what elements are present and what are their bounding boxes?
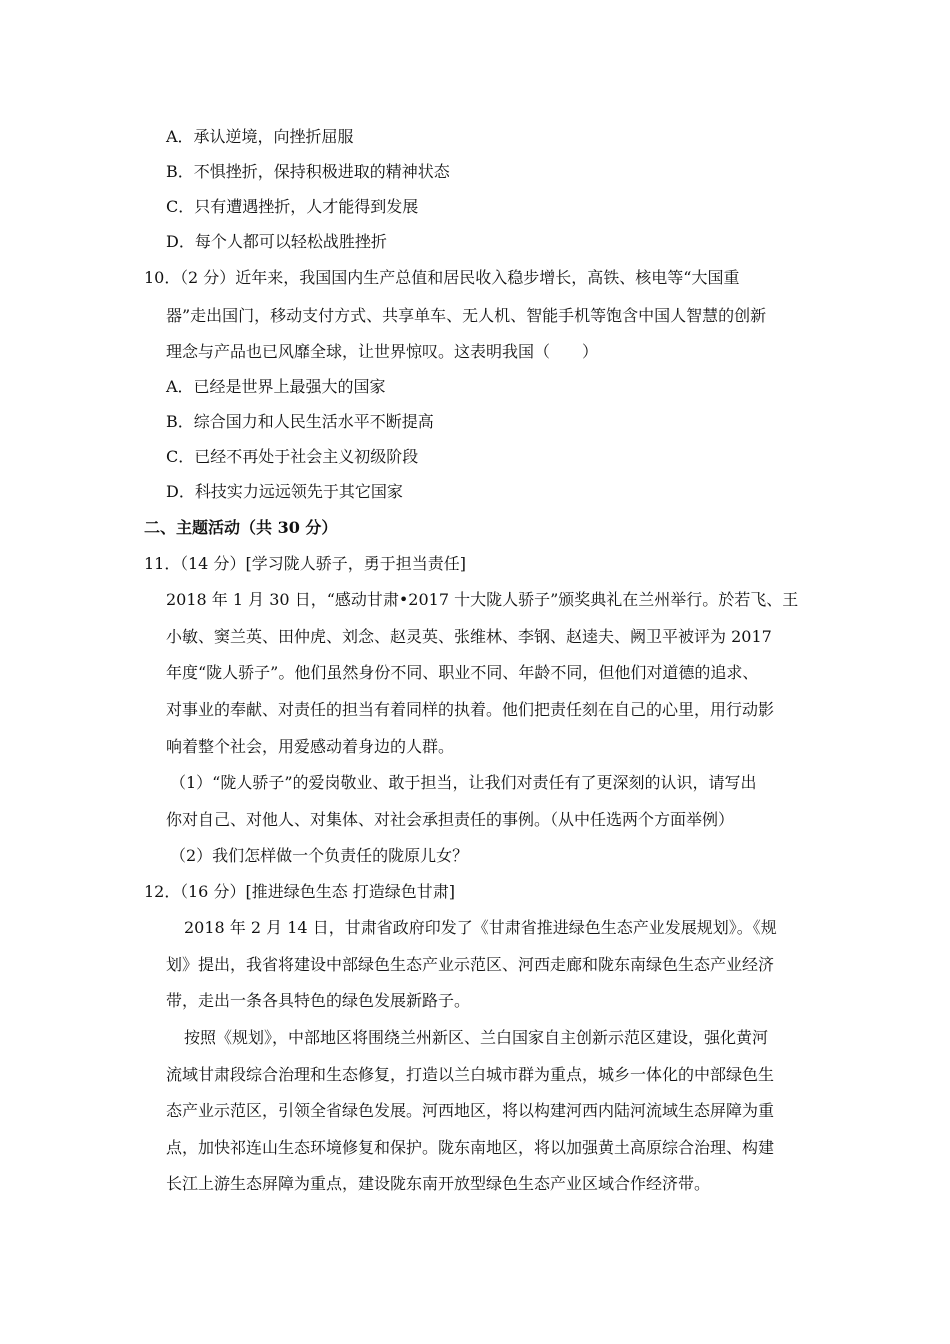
q10-option-b: B．综合国力和人民生活水平不断提高 [166, 412, 434, 431]
q10-number: 10． [144, 268, 181, 287]
q11-para-line-1: 2018 年 1 月 30 日，“感动甘肃•2017 十大陇人骄子”颁奖典礼在兰州举行。於若飞、王 [166, 590, 799, 609]
q9-option-a: A．承认逆境，向挫折屈服 [166, 127, 354, 146]
q10-option-d: D．科技实力远远领先于其它国家 [166, 482, 403, 501]
q10-stem-line-1: （2 分）近年来，我国国内生产总值和居民收入稳步增长，高铁、核电等“大国重 [172, 268, 740, 287]
q12-para2-line-5: 长江上游生态屏障为重点，建设陇东南开放型绿色生态产业区域合作经济带。 [166, 1174, 711, 1193]
q12-para2-line-1: 按照《规划》，中部地区将围绕兰州新区、兰白国家自主创新示范区建设，强化黄河 [184, 1028, 769, 1047]
q12-para2-line-3: 态产业示范区，引领全省绿色发展。河西地区，将以构建河西内陆河流域生态屏障为重 [166, 1101, 775, 1120]
q11-sub1-line-1: （1）“陇人骄子”的爱岗敬业、敢于担当，让我们对责任有了更深刻的认识，请写出 [170, 773, 757, 792]
q11-sub1-line-2: 你对自己、对他人、对集体、对社会承担责任的事例。（从中任选两个方面举例） [166, 810, 735, 829]
section-2-heading: 二、主题活动（共 30 分） [144, 518, 338, 537]
q12-para1-line-1: 2018 年 2 月 14 日，甘肃省政府印发了《甘肃省推进绿色生态产业发展规划》。《规 [184, 918, 777, 937]
q11-para-line-4: 对事业的奉献、对责任的担当有着同样的执着。他们把责任刻在自己的心里，用行动影 [166, 700, 775, 719]
q9-option-c: C．只有遭遇挫折，人才能得到发展 [166, 197, 419, 216]
q11-sub2: （2）我们怎样做一个负责任的陇原儿女？ [170, 846, 469, 865]
q10-stem-line-2: 器”走出国门，移动支付方式、共享单车、无人机、智能手机等饱含中国人智慧的创新 [166, 306, 767, 325]
q12-para1-line-2: 划》提出，我省将建设中部绿色生态产业示范区、河西走廊和陇东南绿色生态产业经济 [166, 955, 775, 974]
q9-option-b: B．不惧挫折，保持积极进取的精神状态 [166, 162, 450, 181]
q12-para2-line-4: 点，加快祁连山生态环境修复和保护。陇东南地区，将以加强黄土高原综合治理、构建 [166, 1138, 775, 1157]
q12-number: 12． [144, 882, 181, 901]
q9-option-d: D．每个人都可以轻松战胜挫折 [166, 232, 387, 251]
q11-number: 11． [144, 554, 181, 573]
q12-para2-line-2: 流域甘肃段综合治理和生态修复，打造以兰白城市群为重点，城乡一体化的中部绿色生 [166, 1065, 775, 1084]
q11-para-line-3: 年度“陇人骄子”。他们虽然身份不同、职业不同、年龄不同，但他们对道德的追求、 [166, 663, 759, 682]
q10-option-c: C．已经不再处于社会主义初级阶段 [166, 447, 419, 466]
q10-stem-line-3: 理念与产品也已风靡全球，让世界惊叹。这表明我国（ ） [166, 342, 599, 361]
q11-para-line-5: 响着整个社会，用爱感动着身边的人群。 [166, 737, 455, 756]
q10-option-a: A．已经是世界上最强大的国家 [166, 377, 386, 396]
q11-header: （14 分）[学习陇人骄子，勇于担当责任] [172, 554, 466, 573]
q12-para1-line-3: 带，走出一条各具特色的绿色发展新路子。 [166, 991, 471, 1010]
q12-header: （16 分）[推进绿色生态 打造绿色甘肃] [172, 882, 456, 901]
q11-para-line-2: 小敏、窦兰英、田仲虎、刘念、赵灵英、张维林、李钢、赵逵夫、阙卫平被评为 2017 [166, 627, 772, 646]
